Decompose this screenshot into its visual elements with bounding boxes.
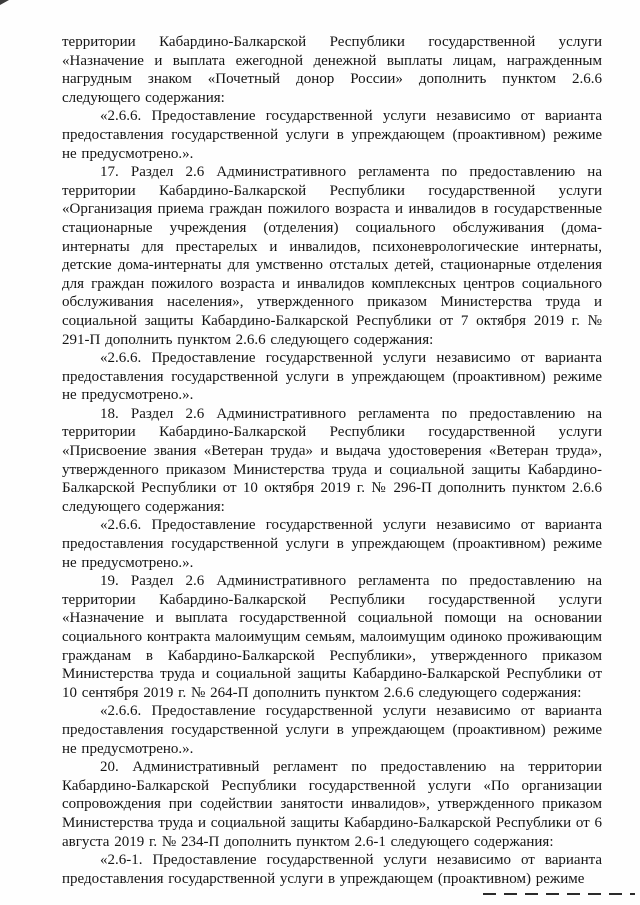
para-item-17: 17. Раздел 2.6 Административного регламента по предоставлению на территории Кабардино-Балкарской Республики государственной услуги «Организация приема граждан пожилого возраста и инвалидов в государственные стационарные учреждения (отделения) социального обслуживания (дома-интернаты для престарелых и инвалидов, психоневрологические интернаты, детские дома-интернаты для умственно отсталых детей, стационарные отделения для граждан пожилого возраста и инвалидов комплексных центров социального обслуживания населения», утвержденного приказом Министерства труда и социальной защиты Кабардино-Балкарской Республики от 7 октября 2019 г. № 291-П дополнить пунктом 2.6.6 следующего содержания: [62, 164, 602, 348]
para-clause-2-6-6-b: «2.6.6. Предоставление государственной услуги независимо от варианта предоставления государственной услуги в упреждающем (проактивном) режиме не предусмотрено.». [62, 350, 602, 404]
para-clause-2-6-6-c: «2.6.6. Предоставление государственной услуги независимо от варианта предоставления государственной услуги в упреждающем (проактивном) режиме не предусмотрено.». [62, 517, 602, 571]
para-clause-2-6-6-d: «2.6.6. Предоставление государственной услуги независимо от варианта предоставления государственной услуги в упреждающем (проактивном) режиме не предусмотрено.». [62, 703, 602, 757]
document-text-block [62, 33, 602, 888]
para-clause-2-6-1-cutoff: «2.6-1. Предоставление государственной услуги независимо от варианта предоставления государственной услуги в упреждающем (проактивном) режиме [62, 852, 602, 887]
para-item-20: 20. Административный регламент по предоставлению на территории Кабардино-Балкарской Республики государственной услуги «По организации сопровождения при содействии занятости инвалидов», утвержденного приказом Министерства труда и социальной защиты Кабардино-Балкарской Республики от 6 августа 2019 г. № 234-П дополнить пунктом 2.6-1 следующего содержания: [62, 759, 602, 850]
para-item-19: 19. Раздел 2.6 Административного регламента по предоставлению на территории Кабардино-Балкарской Республики государственной услуги «Назначение и выплата государственной социальной помощи на основании социального контракта малоимущим семьям, малоимущим одиноко проживающим гражданам в Кабардино-Балкарской Республики», утвержденного приказом Министерства труда и социальной защиты Кабардино-Балкарской Республики от 10 сентября 2019 г. № 264-П дополнить пунктом 2.6.6 следующего содержания: [62, 573, 602, 701]
para-item-16-continuation: территории Кабардино-Балкарской Республики государственной услуги «Назначение и выплата ежегодной денежной выплаты лицам, награжденным нагрудным знаком «Почетный донор России» дополнить пунктом 2.6.6 следующего содержания: [62, 34, 602, 106]
scan-corner-artifact [0, 0, 9, 5]
para-clause-2-6-6-a: «2.6.6. Предоставление государственной услуги независимо от варианта предоставления государственной услуги в упреждающем (проактивном) режиме не предусмотрено.». [62, 108, 602, 162]
scan-dashed-line-artifact [483, 893, 635, 895]
para-item-18: 18. Раздел 2.6 Административного регламента по предоставлению на территории Кабардино-Балкарской Республики государственной услуги «Присвоение звания «Ветеран труда» и выдача удостоверения «Ветеран труда», утвержденного приказом Министерства труда и социальной защиты Кабардино-Балкарской Республики от 10 октября 2019 г. № 296-П дополнить пунктом 2.6.6 следующего содержания: [62, 405, 602, 515]
